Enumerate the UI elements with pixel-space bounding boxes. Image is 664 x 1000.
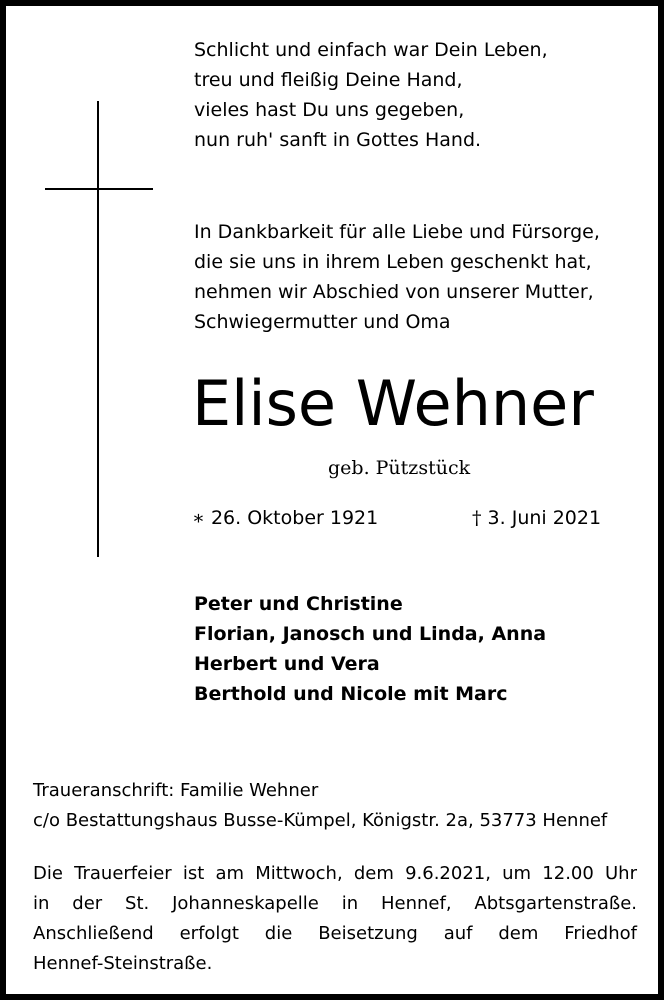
poem-line: Schlicht und einfach war Dein Leben,: [194, 39, 548, 61]
dedication-line: die sie uns in ihrem Leben geschenkt hat,: [194, 251, 592, 273]
address-line: Traueranschrift: Familie Wehner: [33, 780, 319, 801]
dedication-line: Schwiegermutter und Oma: [194, 311, 451, 333]
ceremony-line: Die Trauerfeier ist am Mittwoch, dem 9.6.2021, um 12.00 Uhr: [33, 863, 637, 884]
death-date: 3. Juni 2021: [487, 507, 602, 529]
poem-line: treu und fleißig Deine Hand,: [194, 69, 463, 91]
poem-line: vieles hast Du uns gegeben,: [194, 99, 465, 121]
address-line: c/o Bestattungshaus Busse-Kümpel, Königstr. 2a, 53773 Hennef: [33, 810, 608, 831]
birth-star-icon: ∗: [192, 507, 205, 529]
cross-vertical-beam: [97, 101, 99, 557]
family-list: [194, 589, 546, 709]
maiden-name: geb. Pützstück: [328, 457, 471, 479]
mourning-address: [33, 776, 607, 836]
birth-date: 26. Oktober 1921: [210, 507, 379, 529]
family-member: Peter und Christine: [194, 593, 403, 615]
family-member: Florian, Janosch und Linda, Anna: [194, 623, 547, 645]
ceremony-line: Hennef-Steinstraße.: [33, 953, 213, 974]
ceremony-line: Anschließend erfolgt die Beisetzung auf dem Friedhof: [33, 923, 637, 944]
family-member: Herbert und Vera: [194, 653, 380, 675]
cross-horizontal-beam: [45, 188, 153, 190]
death-date-line: [472, 503, 601, 533]
death-cross-icon: †: [472, 507, 482, 529]
poem-line: nun ruh' sanft in Gottes Hand.: [194, 129, 482, 151]
funeral-ceremony-info: [33, 859, 637, 979]
dedication: [194, 217, 600, 337]
deceased-name: Elise Wehner: [192, 367, 594, 440]
birth-date-line: [192, 503, 378, 533]
family-member: Berthold und Nicole mit Marc: [194, 683, 508, 705]
dedication-line: In Dankbarkeit für alle Liebe und Fürsorge,: [194, 221, 600, 243]
dedication-line: nehmen wir Abschied von unserer Mutter,: [194, 281, 594, 303]
poem: [194, 35, 548, 155]
ceremony-line: in der St. Johanneskapelle in Hennef, Abtsgartenstraße.: [33, 893, 637, 914]
